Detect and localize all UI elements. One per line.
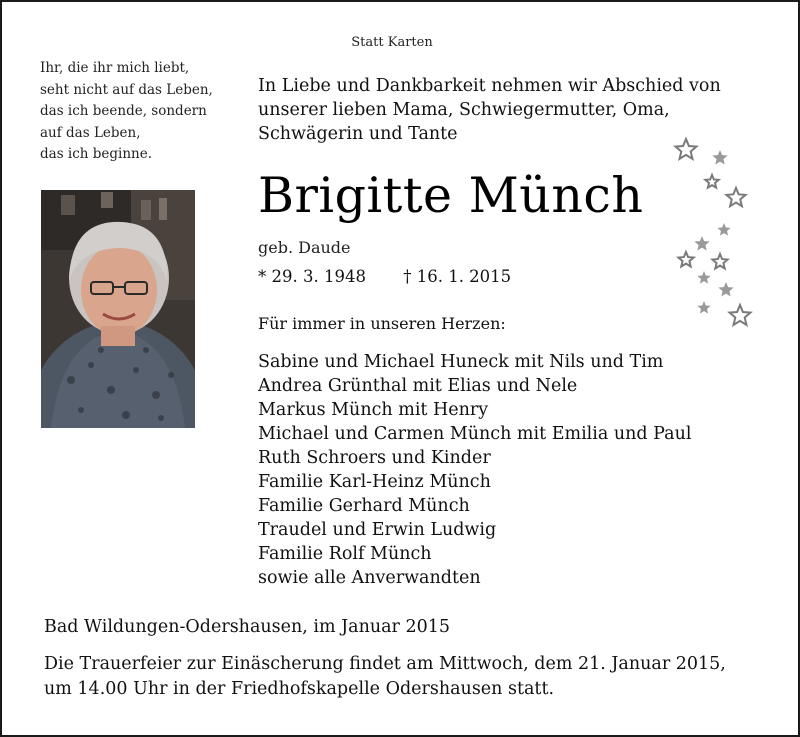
list-item: Markus Münch mit Henry [258, 400, 489, 420]
list-item: sowie alle Anverwandten [258, 568, 481, 588]
service-line: um 14.00 Uhr in der Friedhofskapelle Odershausen statt. [44, 679, 555, 699]
birth-date: * 29. 3. 1948 [258, 267, 366, 286]
birth-name: geb. Daude [258, 238, 351, 257]
star-icon [717, 223, 730, 236]
star-icon [712, 254, 727, 268]
list-item: Ruth Schroers und Kinder [258, 448, 491, 468]
intro-line: Schwägerin und Tante [258, 124, 458, 144]
stars-decoration [664, 132, 764, 332]
poem-line: auf das Leben, [40, 124, 141, 141]
intro-line: unserer lieben Mama, Schwiegermutter, Oma, [258, 100, 670, 120]
star-icon [697, 271, 710, 284]
star-icon [705, 175, 718, 188]
service-info [44, 652, 784, 702]
star-icon [718, 282, 733, 296]
star-icon [730, 305, 751, 325]
list-item: Andrea Grünthal mit Elias und Nele [258, 376, 578, 396]
poem-line: das ich beginne. [40, 146, 153, 162]
star-icon [694, 236, 709, 250]
star-icon [676, 139, 697, 159]
star-icon [678, 252, 693, 266]
mourners-list [258, 350, 778, 590]
star-icon [712, 150, 727, 164]
header-note: Statt Karten [351, 35, 433, 50]
poem-line: Ihr, die ihr mich liebt, [40, 60, 190, 76]
star-icon [726, 188, 745, 206]
poem-line: seht nicht auf das Leben, [40, 81, 213, 98]
death-date: † 16. 1. 2015 [403, 267, 512, 286]
portrait-photo [41, 190, 195, 428]
list-item: Familie Gerhard Münch [258, 496, 470, 516]
forever-line: Für immer in unseren Herzen: [258, 314, 506, 333]
list-item: Familie Rolf Münch [258, 544, 432, 564]
deceased-name: Brigitte Münch [258, 167, 644, 224]
list-item: Sabine und Michael Huneck mit Nils und Tim [258, 352, 664, 372]
life-dates [258, 267, 511, 286]
list-item: Traudel und Erwin Ludwig [258, 520, 497, 540]
service-line: Die Trauerfeier zur Einäscherung findet am Mittwoch, dem 21. Januar 2015, [44, 654, 726, 674]
list-item: Michael und Carmen Münch mit Emilia und Paul [258, 424, 692, 444]
intro-line: In Liebe und Dankbarkeit nehmen wir Abschied von [258, 76, 721, 96]
poem [40, 58, 240, 166]
list-item: Familie Karl-Heinz Münch [258, 472, 491, 492]
place-date: Bad Wildungen-Odershausen, im Januar 2015 [44, 617, 451, 637]
star-icon [697, 301, 710, 314]
poem-line: das ich beende, sondern [40, 103, 207, 119]
